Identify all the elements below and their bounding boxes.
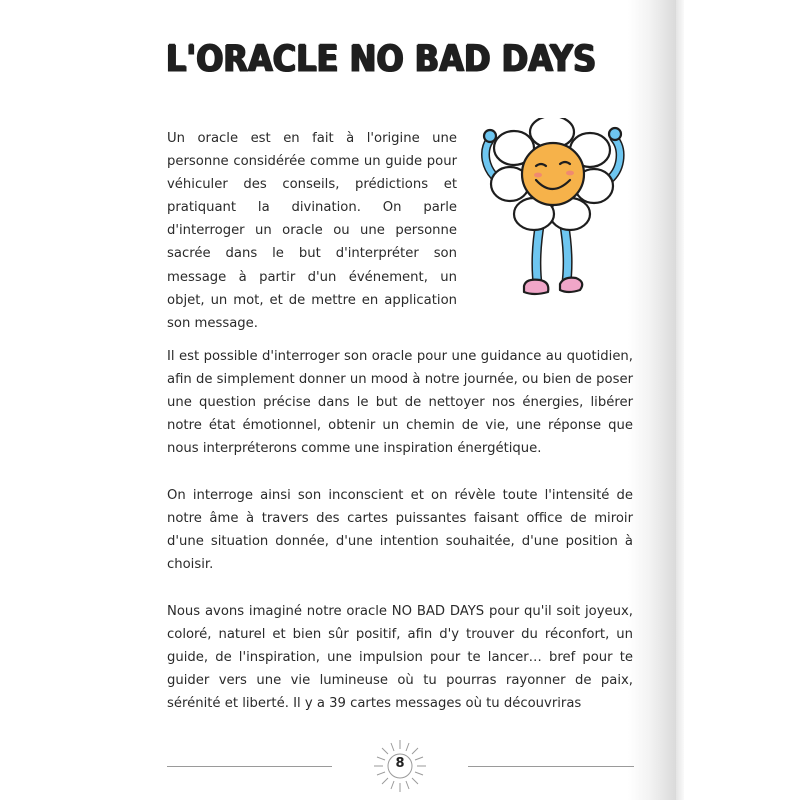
footer-rule-right: [468, 766, 634, 767]
page-title: [166, 36, 606, 80]
paragraph-3: On interroge ainsi son inconscient et on révèle toute l'intensité de notre âme à travers des cartes puissantes faisant office de miroir d'une situation donnée, d'une intention souhaitée, d'une position à choisir.: [167, 488, 633, 573]
page-title-text: L'ORACLE NO BAD DAYS: [166, 36, 597, 80]
paragraph-1: Un oracle est en fait à l'origine une personne considérée comme un guide pour véhiculer des conseils, prédictions et pratiquant la divination. On parle d'interroger un oracle ou une personne sacrée dans le but d'interpréter son message à partir d'un événement, un objet, un mot, et de mettre en application son message.: [167, 131, 457, 331]
page-number: 8: [395, 756, 405, 771]
paragraph-4: Nous avons imaginé notre oracle NO BAD DAYS pour qu'il soit joyeux, coloré, naturel et bien sûr positif, afin d'y trouver du réconfort, un guide, de l'inspiration, une impulsion pour te lancer… bref pour te guider vers une vie lumineuse où tu pourras rayonner de paix, sérénité et liberté. Il y a 39 cartes messages où tu découvriras: [167, 604, 633, 712]
smiling-flower-icon: [468, 118, 640, 308]
page-edge: [676, 0, 684, 800]
footer-rule-left: [167, 766, 332, 767]
paragraph-2: Il est possible d'interroger son oracle pour une guidance au quotidien, afin de simplement donner un mood à notre journée, ou bien de poser une question précise dans le but de nettoyer nos énergies, libérer notre état émotionnel, obtenir un chemin de vie, une réponse que nous interpréterons comme une inspiration énergétique.: [167, 349, 633, 457]
